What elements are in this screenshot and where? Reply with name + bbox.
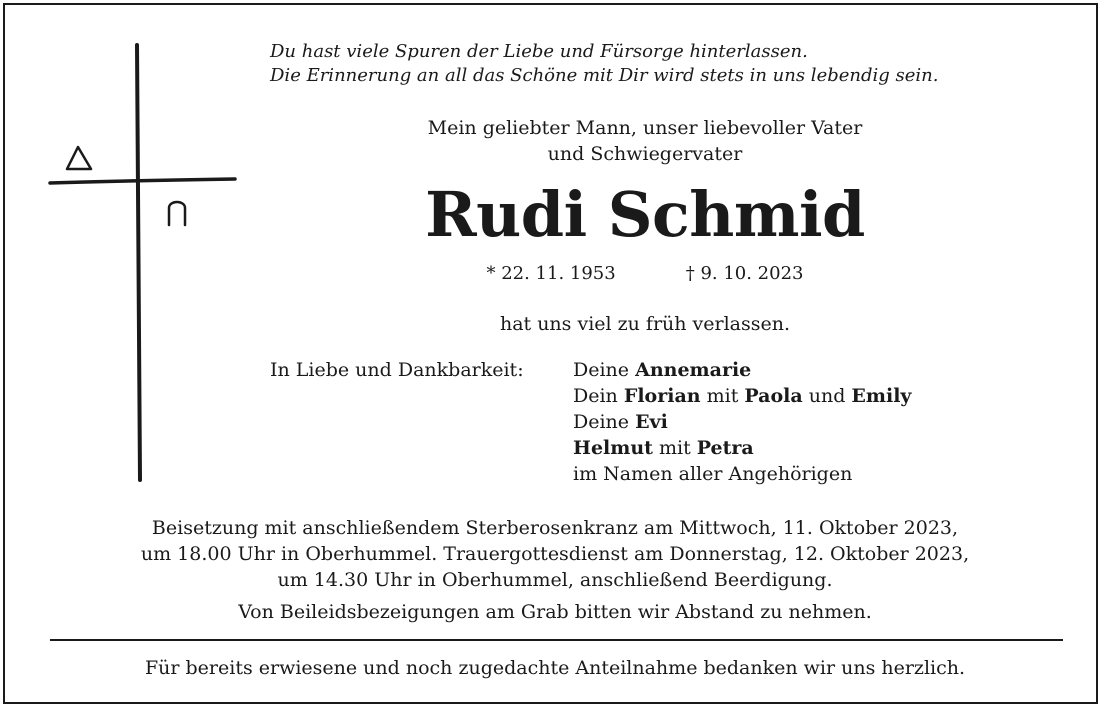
divider bbox=[50, 639, 1063, 641]
intro-line: und Schwiegervater bbox=[547, 143, 743, 165]
motto-line: Du hast viele Spuren der Liebe und Fürsorge hinterlassen. bbox=[270, 41, 808, 62]
mourner-line: Helmut mit Petra bbox=[573, 437, 754, 459]
notice-frame bbox=[3, 3, 1098, 704]
death-date: † 9. 10. 2023 bbox=[685, 263, 804, 284]
mourner-line: Dein Florian mit Paola und Emily bbox=[573, 385, 912, 407]
mourners-list bbox=[573, 357, 911, 487]
passed-text: hat uns viel zu früh verlassen. bbox=[499, 313, 791, 335]
birth-date: * 22. 11. 1953 bbox=[486, 263, 616, 284]
life-dates bbox=[245, 261, 1045, 287]
mourner-line: im Namen aller Angehörigen bbox=[573, 463, 853, 485]
motto bbox=[270, 40, 938, 88]
funeral-line: um 14.30 Uhr in Oberhummel, anschließend Beerdigung. bbox=[277, 569, 833, 591]
deceased-name: Rudi Schmid bbox=[425, 178, 865, 251]
mourner-line: Deine Evi bbox=[573, 411, 668, 433]
thanks-note: Für bereits erwiesene und noch zugedachte Anteilnahme bedanken wir uns herzlich. bbox=[144, 657, 966, 679]
alpha-omega-cross-icon bbox=[45, 40, 245, 490]
motto-line: Die Erinnerung an all das Schöne mit Dir wird stets in uns lebendig sein. bbox=[270, 65, 939, 86]
mourners-label: In Liebe und Dankbarkeit: bbox=[270, 359, 524, 381]
intro-line: Mein geliebter Mann, unser liebevoller Vater bbox=[427, 117, 863, 139]
funeral-line: um 18.00 Uhr in Oberhummel. Trauergottesdienst am Donnerstag, 12. Oktober 2023, bbox=[140, 543, 970, 565]
intro-text bbox=[245, 115, 1045, 167]
mourner-line: Deine Annemarie bbox=[573, 359, 752, 381]
funeral-line: Beisetzung mit anschließendem Sterberosenkranz am Mittwoch, 11. Oktober 2023, bbox=[151, 517, 959, 539]
no-condolences-note: Von Beileidsbezeigungen am Grab bitten wir Abstand zu nehmen. bbox=[238, 601, 872, 623]
funeral-details bbox=[45, 515, 1065, 593]
